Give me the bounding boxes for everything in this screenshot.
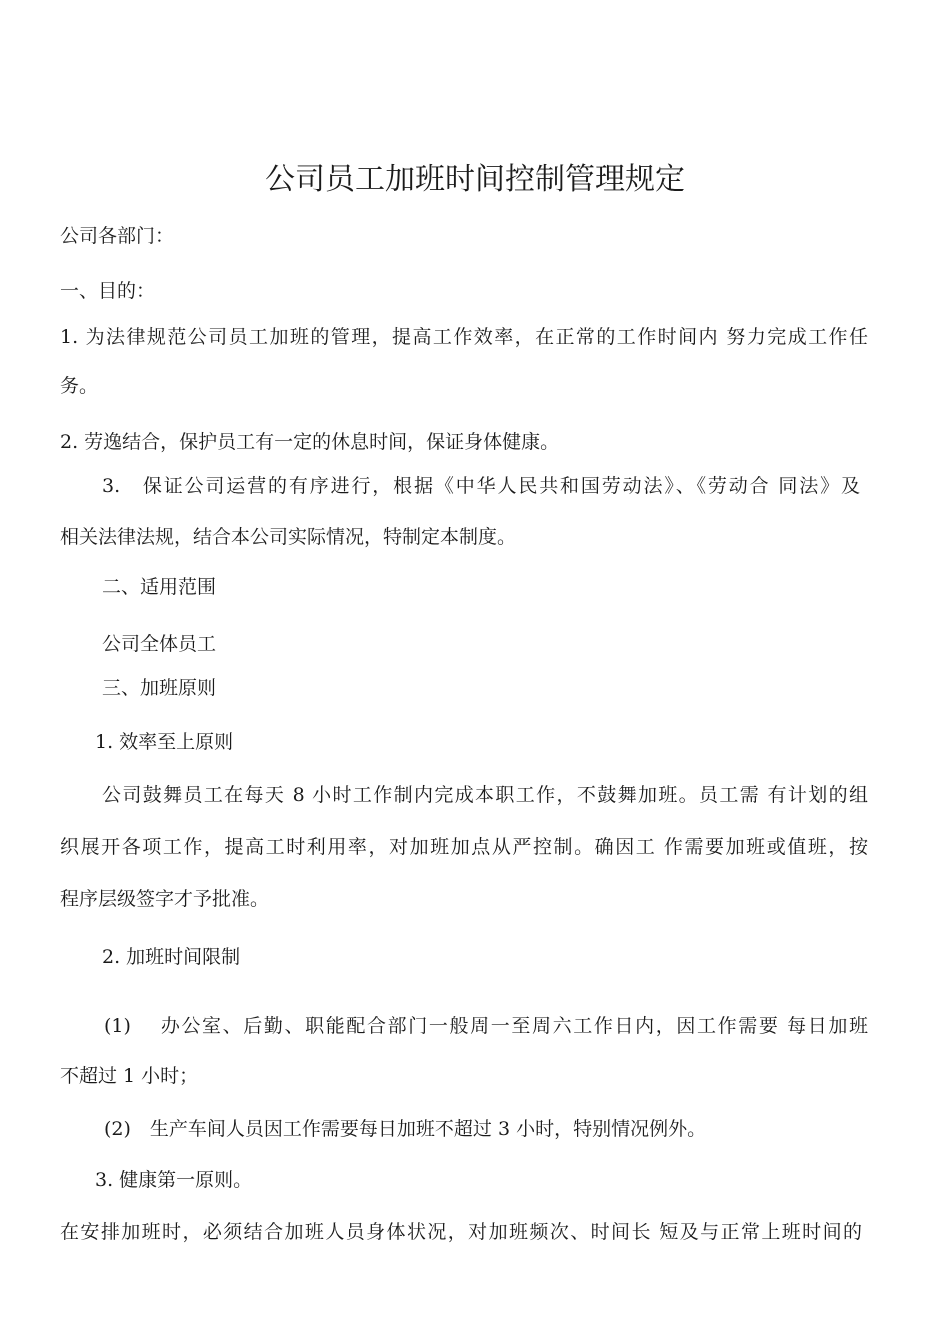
paragraph-line: 2. 劳逸结合，保护员工有一定的休息时间，保证身体健康。 bbox=[60, 431, 560, 453]
subheading-time-limit: 2. 加班时间限制 bbox=[102, 946, 241, 968]
paragraph-line: 在安排加班时，必须结合加班人员身体状况，对加班频次、时间长 短及与正常上班时间的 bbox=[60, 1221, 862, 1243]
subheading-health-first: 3. 健康第一原则。 bbox=[95, 1169, 253, 1191]
paragraph-line: (1) 办公室、后勤、职能配合部门一般周一至周六工作日内，因工作需要 每日加班 bbox=[104, 1015, 868, 1037]
section-heading-principles: 三、加班原则 bbox=[102, 677, 217, 699]
section-heading-scope: 二、适用范围 bbox=[102, 576, 217, 598]
paragraph-line: 3. 保证公司运营的有序进行，根据《中华人民共和国劳动法》、《劳动合 同法》及 bbox=[102, 475, 860, 497]
paragraph-line: 不超过 1 小时； bbox=[60, 1065, 199, 1087]
paragraph-line: 公司全体员工 bbox=[102, 633, 217, 655]
paragraph-line: 相关法律法规，结合本公司实际情况，特制定本制度。 bbox=[60, 526, 517, 548]
paragraph-line: 公司鼓舞员工在每天 8 小时工作制内完成本职工作，不鼓舞加班。员工需 有计划的组 bbox=[102, 784, 868, 806]
paragraph-line: 程序层级签字才予批准。 bbox=[60, 888, 270, 910]
paragraph-line: 务。 bbox=[60, 375, 99, 397]
addressee: 公司各部门： bbox=[60, 225, 175, 247]
paragraph-line: 织展开各项工作，提高工时利用率，对加班加点从严控制。确因工 作需要加班或值班，按 bbox=[60, 836, 868, 858]
section-heading-purpose: 一、目的： bbox=[60, 280, 156, 302]
paragraph-line: (2) 生产车间人员因工作需要每日加班不超过 3 小时，特别情况例外。 bbox=[104, 1118, 707, 1140]
subheading-efficiency: 1. 效率至上原则 bbox=[95, 731, 234, 753]
document-title: 公司员工加班时间控制管理规定 bbox=[265, 162, 685, 197]
paragraph-line: 1. 为法律规范公司员工加班的管理，提高工作效率，在正常的工作时间内 努力完成工作任 bbox=[60, 326, 868, 348]
